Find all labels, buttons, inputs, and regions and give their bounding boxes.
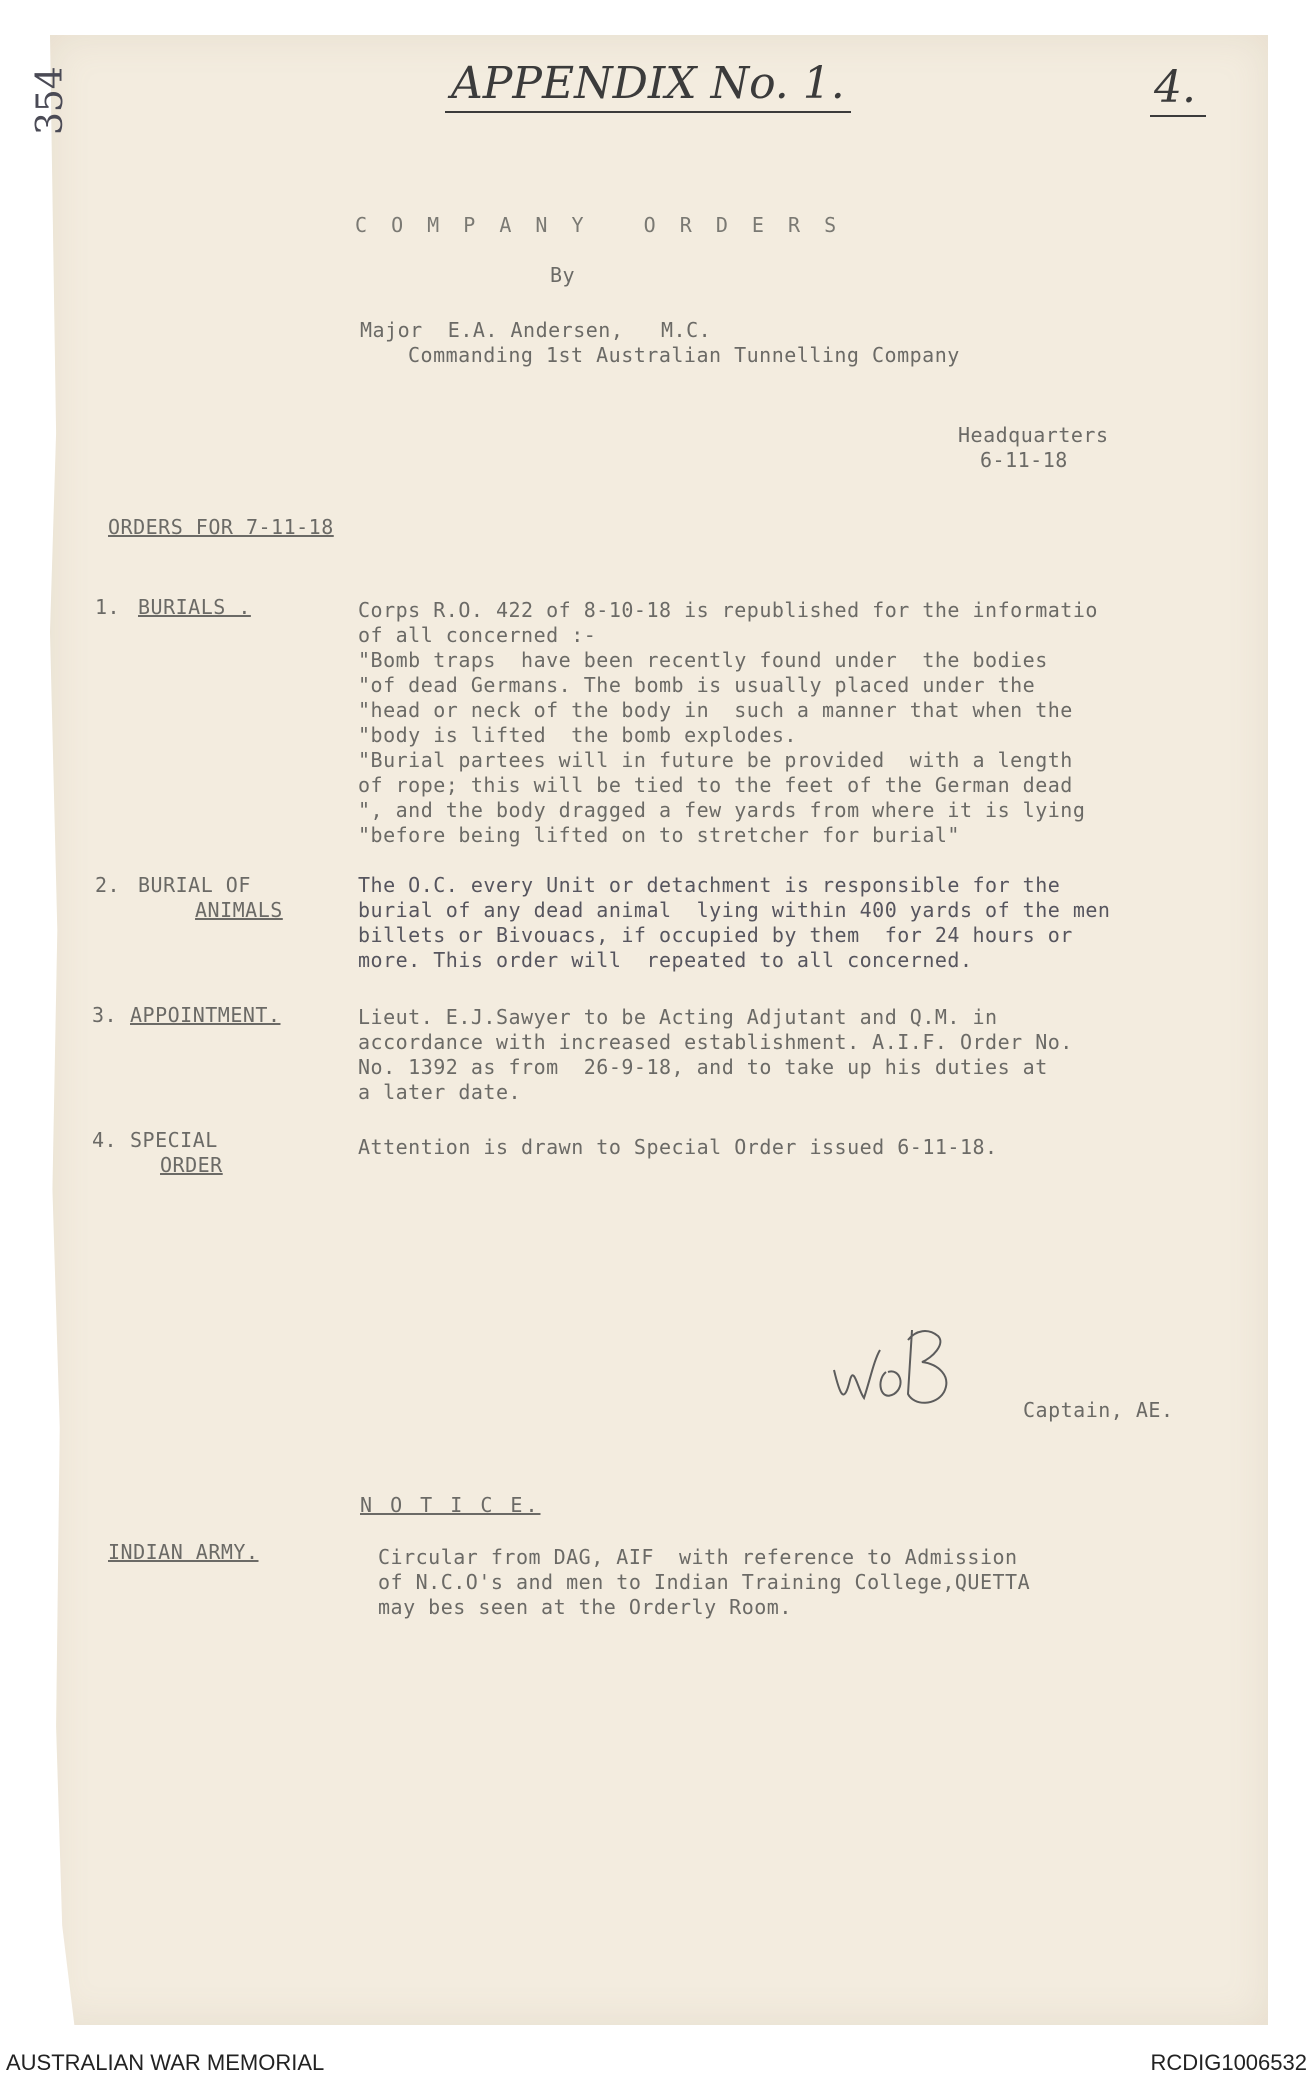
command-line: Commanding 1st Australian Tunnelling Company [408,343,960,367]
body-line: "head or neck of the body in such a manner that when the [358,698,1073,722]
body-line: No. 1392 as from 26-9-18, and to take up his duties at [358,1055,1048,1079]
item-3-heading: APPOINTMENT. [130,1003,281,1027]
footer-record-id: RCDIG1006532 [1150,2050,1307,2075]
body-line: billets or Bivouacs, if occupied by them for 24 hours or [358,923,1073,947]
body-line: of N.C.O's and men to Indian Training College,QUETTA [378,1570,1031,1594]
margin-folio-number: 354 [30,66,71,135]
orders-for-heading: ORDERS FOR 7-11-18 [108,515,334,539]
item-3-body [358,1005,1073,1105]
item-2-number: 2. [95,873,121,897]
item-4-heading-line1: SPECIAL [130,1128,218,1152]
signature-initials [828,1310,978,1420]
appendix-heading: APPENDIX No. 1. [445,58,851,113]
footer-institution: AUSTRALIAN WAR MEMORIAL [6,2050,325,2075]
body-line: more. This order will repeated to all concerned. [358,948,973,972]
item-1-body [358,598,1098,848]
company-orders-heading: C O M P A N Y O R D E R S [355,213,843,237]
body-line: "Burial partees will in future be provided with a length [358,748,1073,772]
page-number: 4. [1150,62,1206,117]
item-2-heading-line2: ANIMALS [195,898,283,922]
item-1-heading: BURIALS . [138,595,251,619]
item-2-heading-line1: BURIAL OF [138,873,251,897]
body-line: may bes seen at the Orderly Room. [378,1595,792,1619]
officer-name: Major E.A. Andersen, M.C. [360,318,712,342]
body-line: a later date. [358,1080,522,1104]
item-4-number: 4. [92,1128,118,1152]
item-2-body [358,873,1110,973]
body-line: "before being lifted on to stretcher for burial" [358,823,960,847]
body-line: burial of any dead animal lying within 400 yards of the men [358,898,1111,922]
by-line: By [550,263,576,287]
item-4-body: Attention is drawn to Special Order issued 6-11-18. [358,1135,998,1159]
notice-body [378,1545,1030,1620]
body-line: "of dead Germans. The bomb is usually placed under the [358,673,1036,697]
body-line: Circular from DAG, AIF with reference to Admission [378,1545,1018,1569]
notice-subject: INDIAN ARMY. [108,1540,259,1564]
body-line: Corps R.O. 422 of 8-10-18 is republished for the informatio [358,598,1098,622]
body-line: "Bomb traps have been recently found under the bodies [358,648,1048,672]
location-date: 6-11-18 [980,448,1068,472]
item-4-heading-line2: ORDER [160,1153,223,1177]
body-line: of all concerned :- [358,623,597,647]
body-line: of rope; this will be tied to the feet of the German dead [358,773,1073,797]
location-place: Headquarters [958,423,1109,447]
item-1-number: 1. [95,595,121,619]
signature-rank: Captain, AE. [1023,1398,1174,1422]
notice-heading: N O T I C E. [360,1493,541,1517]
body-line: "body is lifted the bomb explodes. [358,723,797,747]
item-3-number: 3. [92,1003,118,1027]
body-line: accordance with increased establishment. A.I.F. Order No. [358,1030,1073,1054]
body-line: Lieut. E.J.Sawyer to be Acting Adjutant and Q.M. in [358,1005,998,1029]
body-line: The O.C. every Unit or detachment is responsible for the [358,873,1061,897]
body-line: ", and the body dragged a few yards from where it is lying [358,798,1086,822]
